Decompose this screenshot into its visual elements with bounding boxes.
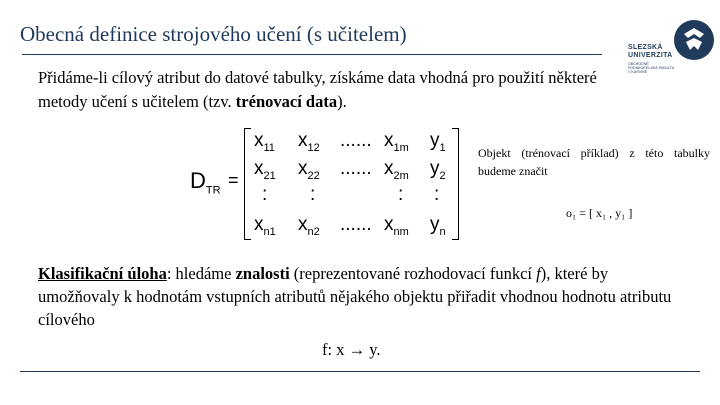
matrix-cell: $x_{2m}$ xyxy=(384,158,409,182)
matrix-bracket-right xyxy=(452,128,459,240)
matrix-cell: $x_{21}$ xyxy=(254,158,276,182)
title-divider xyxy=(22,54,602,55)
matrix-cell: $y_n$ xyxy=(430,214,446,238)
object-note: Objekt (trénovací příklad) z této tabulky budeme značit xyxy=(478,146,710,178)
matrix-cell: : xyxy=(310,184,316,205)
matrix-cell: ...... xyxy=(340,130,372,151)
matrix-cell: : xyxy=(398,184,404,205)
matrix-cell: $x_{nm}$ xyxy=(384,214,409,238)
intro-end: ). xyxy=(337,92,347,111)
bottom-divider xyxy=(20,371,700,372)
classification-task-paragraph xyxy=(38,262,688,331)
logo-line2: UNIVERZITA xyxy=(628,52,673,59)
task-text-2: (reprezentované rozhodovací funkcí xyxy=(289,264,537,283)
intro-paragraph xyxy=(38,66,638,114)
task-text: : hledáme xyxy=(166,264,236,283)
matrix-cell: $x_{11}$ xyxy=(254,130,275,154)
function-symbol: f xyxy=(536,264,541,283)
matrix-symbol: D xyxy=(190,168,206,193)
mapping-formula: f: x → y. xyxy=(322,340,381,359)
slide-title: Obecná definice strojového učení (s učitelem) xyxy=(20,22,407,46)
logo-text xyxy=(628,44,672,60)
matrix-bracket-left xyxy=(244,128,251,240)
logo-line1: SLEZSKÁ xyxy=(628,44,663,51)
task-text-3: ), které by umožňovaly k hodnotám vstupních atributů nějakého objektu přiřadit vhodnou hodnotu atributu cílového xyxy=(38,264,672,329)
object-formula: o₁ = [ x₁ , y₁ ] xyxy=(566,206,633,220)
matrix-equals: = xyxy=(228,170,239,190)
knowledge-term: znalosti xyxy=(235,264,290,283)
matrix-cell: ...... xyxy=(340,158,372,179)
logo-subtitle: OBCHODNĚ PODNIKATELSKÁ FAKULTA V KARVINÉ xyxy=(628,62,674,74)
matrix-cell: $y_2$ xyxy=(430,158,446,182)
matrix-subscript: TR xyxy=(205,184,221,197)
matrix-cell: $x_{n1}$ xyxy=(254,214,276,238)
matrix-cell: $x_{22}$ xyxy=(298,158,320,182)
matrix-cell: : xyxy=(262,184,268,205)
matrix-label xyxy=(190,168,221,196)
matrix-cell: $x_{n2}$ xyxy=(298,214,320,238)
matrix-cell: $x_{12}$ xyxy=(298,130,320,154)
task-term: Klasifikační úloha xyxy=(38,264,167,283)
training-data-term: trénovací data xyxy=(235,92,338,111)
matrix-cell: : xyxy=(434,184,440,205)
matrix-cell: ...... xyxy=(340,214,372,235)
matrix-cell: $y_1$ xyxy=(430,130,446,154)
matrix-cell: $x_{1m}$ xyxy=(384,130,409,154)
intro-text: Přidáme-li cílový atribut do datové tabulky, získáme data vhodná pro použití některé metody učení s učitelem (tzv. xyxy=(38,68,597,111)
